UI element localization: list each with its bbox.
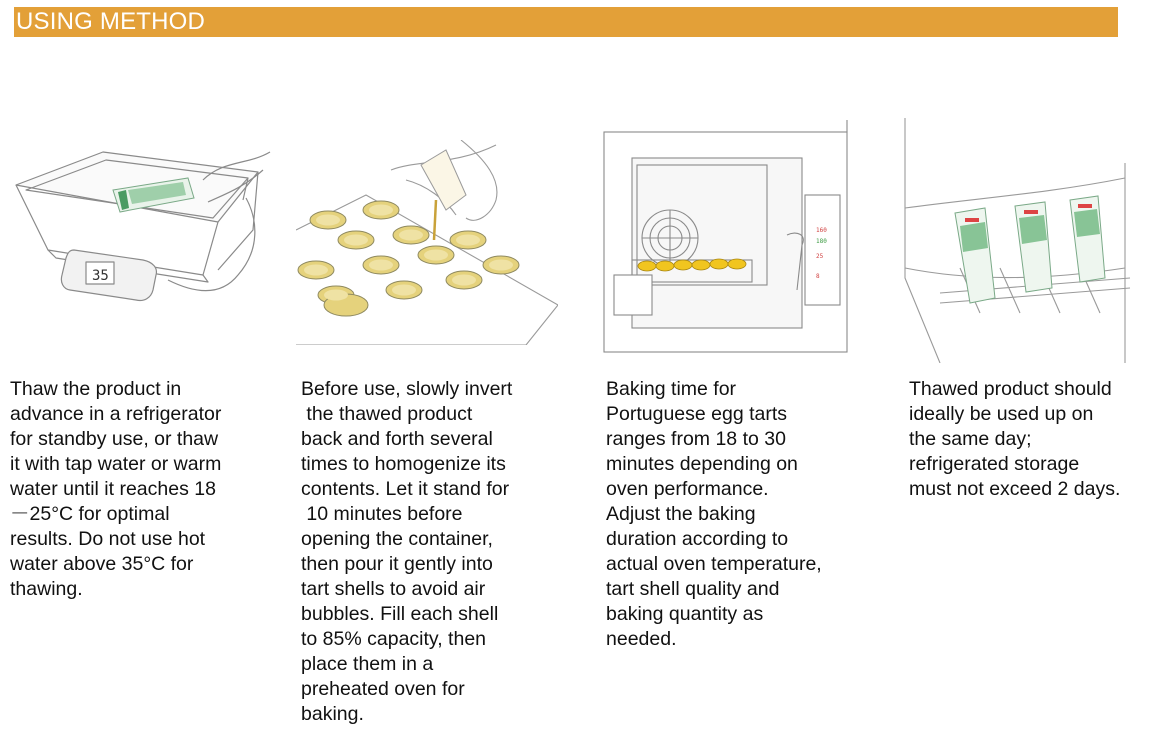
instruction-line: back and forth several <box>301 428 493 450</box>
instruction-line: for standby use, or thaw <box>10 428 219 450</box>
thawing-basin-thermometer-illustration <box>8 140 278 310</box>
instruction-line: water above 35°C for <box>10 553 194 575</box>
instruction-line: 10 minutes before <box>301 503 463 525</box>
step-1-instructions <box>10 377 285 602</box>
instruction-line: opening the container, <box>301 528 493 550</box>
instruction-line: tart shells to avoid air <box>301 578 486 600</box>
instruction-line: Thawed product should <box>909 378 1112 400</box>
section-title: USING METHOD <box>16 8 206 35</box>
instruction-line: to 85% capacity, then <box>301 628 487 650</box>
instruction-line: needed. <box>606 628 677 650</box>
instruction-line: advance in a refrigerator <box>10 403 222 425</box>
instruction-line: tart shell quality and <box>606 578 780 600</box>
instruction-line: Before use, slowly invert <box>301 378 513 400</box>
instruction-line: must not exceed 2 days. <box>909 478 1121 500</box>
instruction-line: the same day; <box>909 428 1032 450</box>
instruction-line: thawing. <box>10 578 83 600</box>
instruction-line: baking. <box>301 703 364 725</box>
instruction-line: baking quantity as <box>606 603 764 625</box>
oven-display-top: 160 <box>816 227 827 234</box>
section-header-bar <box>14 7 1118 37</box>
instruction-line: preheated oven for <box>301 678 465 700</box>
oven-baking-illustration <box>602 120 857 355</box>
instruction-line: －25°C for optimal <box>10 503 170 525</box>
instruction-line: Baking time for <box>606 378 737 400</box>
step-2-instructions <box>301 377 581 727</box>
oven-display-bottom: 180 <box>816 238 827 245</box>
pouring-into-tart-shells-illustration <box>296 140 558 345</box>
oven-display-count: 8 <box>816 273 820 280</box>
instruction-line: results. Do not use hot <box>10 528 206 550</box>
instruction-line: ranges from 18 to 30 <box>606 428 786 450</box>
instruction-line: water until it reaches 18 <box>10 478 216 500</box>
oven-display-time: 25 <box>816 253 824 260</box>
instruction-line: oven performance. <box>606 478 769 500</box>
instruction-line: ideally be used up on <box>909 403 1094 425</box>
refrigerator-storage-illustration <box>900 118 1140 363</box>
thermometer-display: 35 <box>92 268 109 284</box>
instruction-line: refrigerated storage <box>909 453 1080 475</box>
instruction-line: times to homogenize its <box>301 453 506 475</box>
instruction-line: Thaw the product in <box>10 378 182 400</box>
instruction-line: contents. Let it stand for <box>301 478 510 500</box>
instruction-line: the thawed product <box>301 403 473 425</box>
instruction-line: duration according to <box>606 528 789 550</box>
instruction-line: actual oven temperature, <box>606 553 822 575</box>
instruction-line: minutes depending on <box>606 453 798 475</box>
instruction-line: then pour it gently into <box>301 553 493 575</box>
instruction-line: Portuguese egg tarts <box>606 403 788 425</box>
instruction-line: bubbles. Fill each shell <box>301 603 499 625</box>
instruction-line: Adjust the baking <box>606 503 756 525</box>
step-4-instructions <box>909 377 1157 502</box>
instruction-line: it with tap water or warm <box>10 453 222 475</box>
step-3-instructions <box>606 377 876 652</box>
instruction-line: place them in a <box>301 653 434 675</box>
